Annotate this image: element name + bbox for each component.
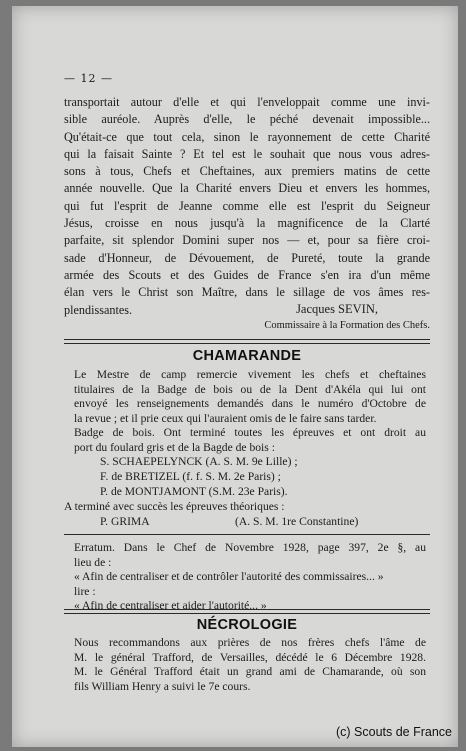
text-line: « Afin de centraliser et aider l'autorité... » [74,599,267,613]
text-line: titulaires de la Badge de bois ou de la Dent d'Akéla qui lui ont [74,382,426,396]
book-page [12,6,458,747]
text-line: Qu'était-ce que tout cela, sinon le rayonnement de cette Charité [64,129,430,144]
letter-body [64,94,430,319]
text-line: année nouvelle. Que la Charité envers Dieu et envers les hommes, [64,181,430,196]
erratum-paragraph [74,541,426,614]
copyright-watermark: (c) Scouts de France [335,725,452,739]
text-line: Badge de bois. Ont terminé toutes les épreuves et ont droit au [74,426,426,439]
text-line: Erratum. Dans le Chef de Novembre 1928, page 397, 2e §, au [74,541,426,554]
theory-name: P. GRIMA [100,515,150,528]
signature-title: Commissaire à la Formation des Chefs. [264,320,430,331]
badge-de-bois-paragraph [74,426,426,455]
text-line: qui la faisait Sainte ? Et tel est le souhait que nous vous adres- [64,146,430,161]
text-line: élan vers le Christ son Maître, dans le sillage de vos âmes res- [64,285,430,300]
text-line: « Afin de centraliser et de contrôler l'autorité des commissaires... » [74,570,384,584]
section-divider [64,339,430,344]
text-line: port du foulard gris et de la Bagde de bois : [74,440,275,454]
text-line: la revue ; et il prie ceux qui l'auraient omis de le faire sans tarder. [74,411,377,425]
chamarande-intro [74,368,426,426]
text-line: transportait autour d'elle et qui l'enveloppait comme une invi- [64,95,430,109]
text-line: Nous recommandons aux prières de nos frères chefs l'âme de [74,636,426,649]
text-line: Jésus, croisse en nous jusqu'à la magnificence de la Clarté [64,216,430,231]
section-divider [64,609,430,614]
text-line: fils William Henry a suivi le 7e cours. [74,679,251,693]
text-line: sons à tous, Chefs et Cheftaines, aux premiers matins de cette [64,164,430,179]
necrologie-paragraph [74,636,426,694]
theory-line: A terminé avec succès les épreuves théoriques : [64,500,285,513]
text-line: sade d'Honneur, de Dévouement, de Pureté, toute la grande [64,250,430,265]
signature-name: Jacques SEVIN, [296,302,378,316]
laureate-item: S. SCHAEPELYNCK (A. S. M. 9e Lille) ; [100,455,298,468]
text-line: qui fut l'esprit de Jeanne comme elle est l'esprit du Seigneur [64,198,430,213]
text-line: lieu de : [74,555,112,569]
text-line: parfaite, sit splendor Domini super nos — et, pour sa fière croi- [64,233,430,248]
text-line: sible auréole. Auprès d'elle, le péché devenait impossible... [64,112,430,127]
section-divider [64,534,430,535]
text-line: M. le Général Trafford était un grand ami de Chamarande, où son [74,665,426,679]
laureate-item: F. de BRETIZEL (f. f. S. M. 2e Paris) ; [100,470,281,483]
text-line: plendissantes. [64,302,133,317]
text-line: envoyé les renseignements demandés dans le numéro d'Octobre de [74,397,426,411]
text-line: lire : [74,584,96,598]
theory-unit: (A. S. M. 1re Constantine) [235,515,359,528]
text-line: Le Mestre de camp remercie vivement les chefs et cheftaines [74,368,426,381]
page-number: — 12 — [64,72,113,85]
laureate-item: P. de MONTJAMONT (S.M. 23e Paris). [100,485,288,498]
chamarande-heading: CHAMARANDE [192,348,302,364]
text-line: M. le général Trafford, de Versailles, décédé le 6 Décembre 1928. [74,650,426,664]
necrologie-heading: NÉCROLOGIE [196,617,298,633]
text-line: armée des Scouts et des Guides de France s'en ira d'un même [64,267,430,282]
